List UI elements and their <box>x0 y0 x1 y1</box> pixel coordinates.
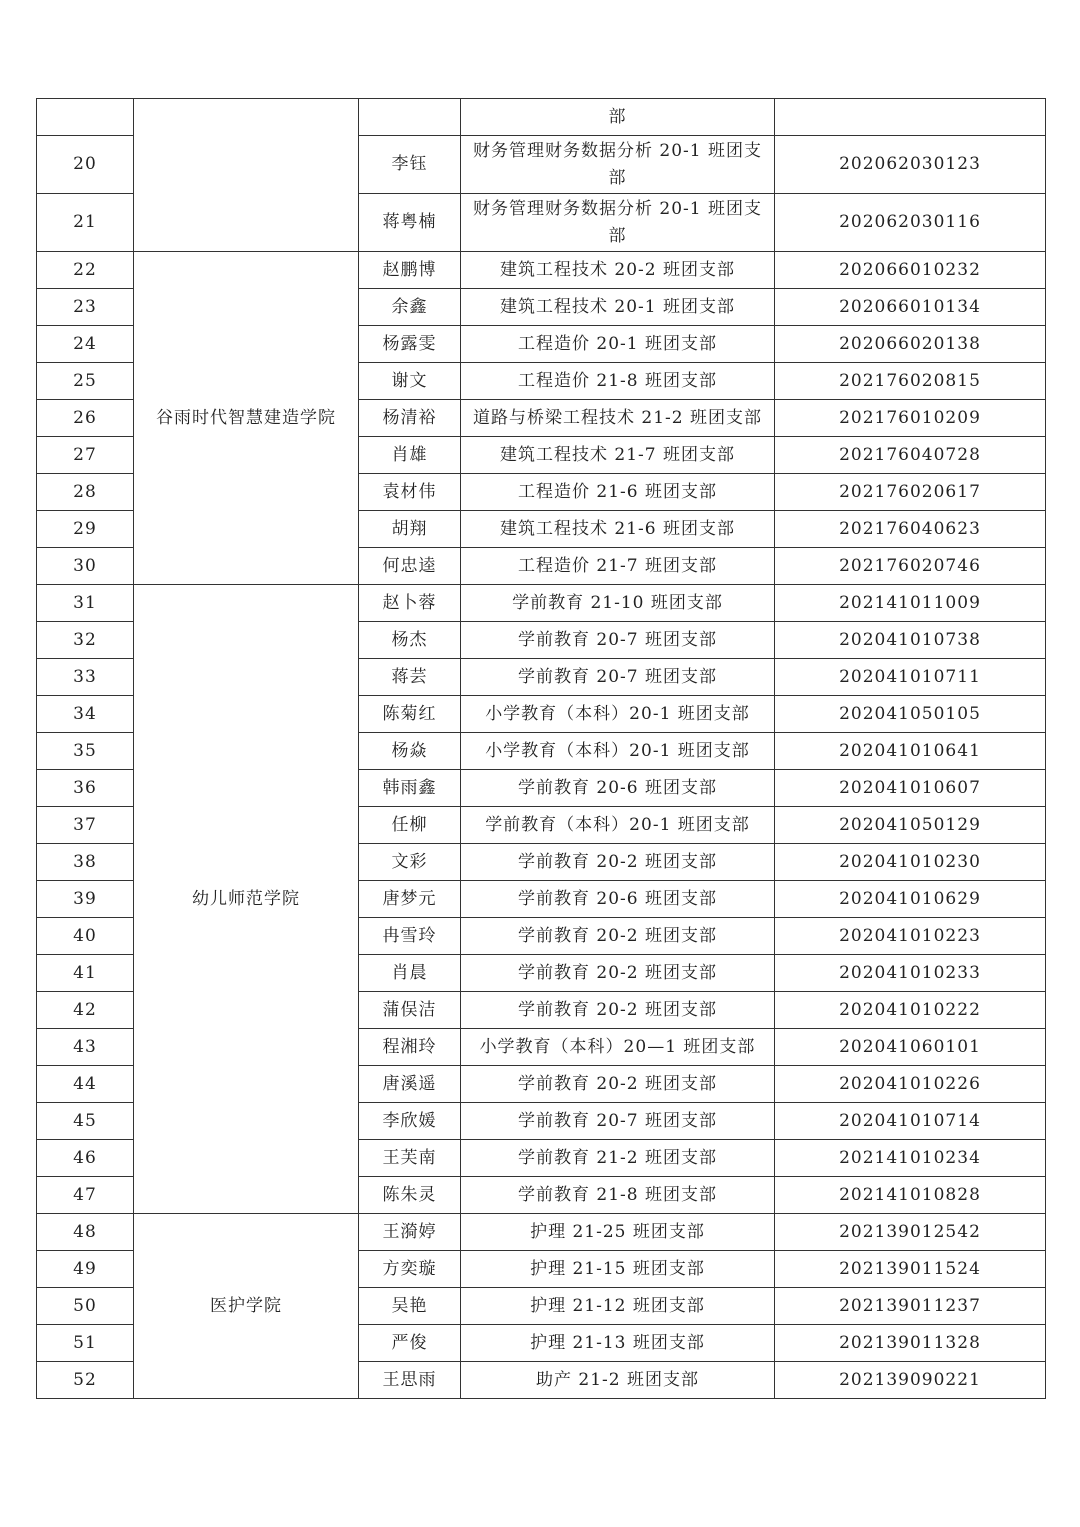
league-branch: 工程造价 21-6 班团支部 <box>461 474 775 511</box>
student-id: 202141010828 <box>775 1177 1046 1214</box>
student-name: 赵卜蓉 <box>359 585 461 622</box>
student-name: 严俊 <box>359 1325 461 1362</box>
student-name: 肖雄 <box>359 437 461 474</box>
student-id: 202176010209 <box>775 400 1046 437</box>
row-number: 32 <box>37 622 134 659</box>
league-branch: 学前教育 20-2 班团支部 <box>461 918 775 955</box>
row-number: 37 <box>37 807 134 844</box>
league-branch: 小学教育（本科）20-1 班团支部 <box>461 696 775 733</box>
row-number: 31 <box>37 585 134 622</box>
student-id: 202041010233 <box>775 955 1046 992</box>
league-branch: 道路与桥梁工程技术 21-2 班团支部 <box>461 400 775 437</box>
student-name: 何忠逵 <box>359 548 461 585</box>
row-number: 39 <box>37 881 134 918</box>
row-number: 36 <box>37 770 134 807</box>
student-id: 202066010232 <box>775 252 1046 289</box>
student-name: 余鑫 <box>359 289 461 326</box>
student-name: 李钰 <box>359 136 461 194</box>
student-name: 陈朱灵 <box>359 1177 461 1214</box>
student-name: 吴艳 <box>359 1288 461 1325</box>
league-branch: 学前教育（本科）20-1 班团支部 <box>461 807 775 844</box>
student-name: 陈菊红 <box>359 696 461 733</box>
student-id: 202139012542 <box>775 1214 1046 1251</box>
student-name: 蒋粤楠 <box>359 194 461 252</box>
row-number: 20 <box>37 136 134 194</box>
league-branch: 学前教育 20-2 班团支部 <box>461 1066 775 1103</box>
student-name: 程湘玲 <box>359 1029 461 1066</box>
row-number: 38 <box>37 844 134 881</box>
row-number: 52 <box>37 1362 134 1399</box>
student-name: 赵鹏博 <box>359 252 461 289</box>
league-branch: 学前教育 20-6 班团支部 <box>461 770 775 807</box>
college-cell: 谷雨时代智慧建造学院 <box>134 252 359 585</box>
student-name: 王思雨 <box>359 1362 461 1399</box>
college-cell: 幼儿师范学院 <box>134 585 359 1214</box>
row-number: 43 <box>37 1029 134 1066</box>
league-branch: 学前教育 20-2 班团支部 <box>461 955 775 992</box>
league-branch: 工程造价 21-8 班团支部 <box>461 363 775 400</box>
student-id: 202041010629 <box>775 881 1046 918</box>
row-number: 41 <box>37 955 134 992</box>
roster-table <box>36 98 1046 1399</box>
student-name: 杨清裕 <box>359 400 461 437</box>
student-name: 肖晨 <box>359 955 461 992</box>
league-branch: 部 <box>461 99 775 136</box>
student-id: 202041050129 <box>775 807 1046 844</box>
league-branch: 学前教育 21-8 班团支部 <box>461 1177 775 1214</box>
row-number: 35 <box>37 733 134 770</box>
row-number: 22 <box>37 252 134 289</box>
row-number: 25 <box>37 363 134 400</box>
student-name: 杨焱 <box>359 733 461 770</box>
league-branch: 建筑工程技术 21-6 班团支部 <box>461 511 775 548</box>
student-name: 唐梦元 <box>359 881 461 918</box>
student-id: 202176040728 <box>775 437 1046 474</box>
student-name: 文彩 <box>359 844 461 881</box>
college-cell: 医护学院 <box>134 1214 359 1399</box>
row-number: 44 <box>37 1066 134 1103</box>
row-number: 45 <box>37 1103 134 1140</box>
student-name: 杨杰 <box>359 622 461 659</box>
league-branch: 学前教育 20-7 班团支部 <box>461 622 775 659</box>
student-id: 202066010134 <box>775 289 1046 326</box>
student-name: 谢文 <box>359 363 461 400</box>
row-number: 29 <box>37 511 134 548</box>
league-branch: 工程造价 21-7 班团支部 <box>461 548 775 585</box>
student-name: 韩雨鑫 <box>359 770 461 807</box>
student-id: 202041010711 <box>775 659 1046 696</box>
league-branch: 建筑工程技术 20-1 班团支部 <box>461 289 775 326</box>
league-branch: 学前教育 21-2 班团支部 <box>461 1140 775 1177</box>
league-branch: 助产 21-2 班团支部 <box>461 1362 775 1399</box>
student-id: 202041010607 <box>775 770 1046 807</box>
student-name: 袁材伟 <box>359 474 461 511</box>
row-number: 49 <box>37 1251 134 1288</box>
student-name: 王漪婷 <box>359 1214 461 1251</box>
row-number: 33 <box>37 659 134 696</box>
student-id: 202041010230 <box>775 844 1046 881</box>
league-branch: 护理 21-15 班团支部 <box>461 1251 775 1288</box>
row-number: 50 <box>37 1288 134 1325</box>
row-number <box>37 99 134 136</box>
league-branch: 工程造价 20-1 班团支部 <box>461 326 775 363</box>
row-number: 27 <box>37 437 134 474</box>
student-id: 202139011237 <box>775 1288 1046 1325</box>
student-id: 202139011524 <box>775 1251 1046 1288</box>
student-id: 202141010234 <box>775 1140 1046 1177</box>
student-id: 202176040623 <box>775 511 1046 548</box>
league-branch: 学前教育 20-6 班团支部 <box>461 881 775 918</box>
student-name: 唐溪遥 <box>359 1066 461 1103</box>
league-branch: 学前教育 21-10 班团支部 <box>461 585 775 622</box>
student-name: 方奕璇 <box>359 1251 461 1288</box>
student-id: 202066020138 <box>775 326 1046 363</box>
league-branch: 护理 21-13 班团支部 <box>461 1325 775 1362</box>
league-branch: 学前教育 20-2 班团支部 <box>461 844 775 881</box>
student-id: 202041010222 <box>775 992 1046 1029</box>
student-id: 202062030116 <box>775 194 1046 252</box>
student-name: 李欣媛 <box>359 1103 461 1140</box>
row-number: 21 <box>37 194 134 252</box>
row-number: 51 <box>37 1325 134 1362</box>
row-number: 46 <box>37 1140 134 1177</box>
table-row <box>37 252 1046 289</box>
table-row <box>37 1214 1046 1251</box>
student-id: 202041050105 <box>775 696 1046 733</box>
student-name: 王芙南 <box>359 1140 461 1177</box>
league-branch: 护理 21-12 班团支部 <box>461 1288 775 1325</box>
row-number: 24 <box>37 326 134 363</box>
league-branch: 建筑工程技术 21-7 班团支部 <box>461 437 775 474</box>
league-branch: 财务管理财务数据分析 20-1 班团支部 <box>461 136 775 194</box>
league-branch: 财务管理财务数据分析 20-1 班团支部 <box>461 194 775 252</box>
league-branch: 学前教育 20-7 班团支部 <box>461 659 775 696</box>
student-name <box>359 99 461 136</box>
student-id <box>775 99 1046 136</box>
league-branch: 小学教育（本科）20—1 班团支部 <box>461 1029 775 1066</box>
student-name: 杨露雯 <box>359 326 461 363</box>
student-name: 蒋芸 <box>359 659 461 696</box>
row-number: 34 <box>37 696 134 733</box>
student-id: 202139090221 <box>775 1362 1046 1399</box>
row-number: 30 <box>37 548 134 585</box>
student-id: 202041060101 <box>775 1029 1046 1066</box>
student-id: 202041010226 <box>775 1066 1046 1103</box>
student-id: 202141011009 <box>775 585 1046 622</box>
student-name: 胡翔 <box>359 511 461 548</box>
league-branch: 小学教育（本科）20-1 班团支部 <box>461 733 775 770</box>
student-id: 202041010714 <box>775 1103 1046 1140</box>
league-branch: 护理 21-25 班团支部 <box>461 1214 775 1251</box>
row-number: 40 <box>37 918 134 955</box>
student-id: 202176020617 <box>775 474 1046 511</box>
student-name: 蒲俣洁 <box>359 992 461 1029</box>
student-id: 202041010641 <box>775 733 1046 770</box>
row-number: 26 <box>37 400 134 437</box>
student-id: 202041010738 <box>775 622 1046 659</box>
student-id: 202176020815 <box>775 363 1046 400</box>
student-name: 任柳 <box>359 807 461 844</box>
table-row <box>37 99 1046 136</box>
row-number: 28 <box>37 474 134 511</box>
league-branch: 学前教育 20-2 班团支部 <box>461 992 775 1029</box>
league-branch: 学前教育 20-7 班团支部 <box>461 1103 775 1140</box>
league-branch: 建筑工程技术 20-2 班团支部 <box>461 252 775 289</box>
student-id: 202176020746 <box>775 548 1046 585</box>
table-row <box>37 585 1046 622</box>
student-name: 冉雪玲 <box>359 918 461 955</box>
student-id: 202139011328 <box>775 1325 1046 1362</box>
row-number: 42 <box>37 992 134 1029</box>
college-cell <box>134 99 359 252</box>
row-number: 48 <box>37 1214 134 1251</box>
row-number: 23 <box>37 289 134 326</box>
row-number: 47 <box>37 1177 134 1214</box>
student-id: 202041010223 <box>775 918 1046 955</box>
student-id: 202062030123 <box>775 136 1046 194</box>
